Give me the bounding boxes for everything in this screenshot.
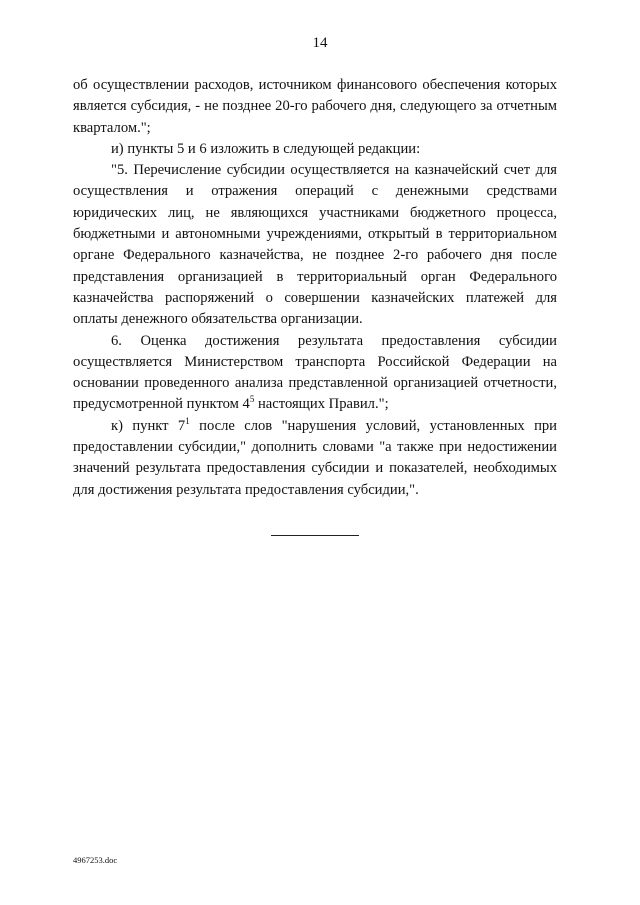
superscript: 5 — [249, 394, 255, 405]
paragraph-4-text-end: настоящих Правил."; — [254, 396, 389, 413]
paragraph-4 — [73, 331, 557, 416]
paragraph-1: об осуществлении расходов, источником финансового обеспечения которых является субсидия, - не позднее 20-го рабочего дня, следующего за отчетным кварталом."; — [73, 77, 557, 136]
paragraph-5 — [73, 416, 557, 501]
end-divider — [271, 535, 359, 536]
paragraph-5-text-end: после слов "нарушения условий, установленных при предоставлении субсидии," дополнить словами "а также при недостижении значений результата предоставления субсидии и показателей, необходимых для достижения результата предоставления субсидии,". — [73, 417, 557, 498]
superscript: 1 — [185, 415, 190, 426]
document-body — [73, 75, 557, 501]
paragraph-3: "5. Перечисление субсидии осуществляется на казначейский счет для осуществления и отражения операций с денежными средствами юридических лиц, не являющихся участниками бюджетного процесса, бюджетными и автономными учреждениями, открытый в территориальном органе Федерального казначейства, не позднее 2-го рабочего дня после представления организацией в территориальный орган Федерального казначейства распоряжений о совершении казначейских платежей для оплаты денежного обязательства организации. — [73, 162, 557, 328]
document-id: 4967253.doc — [73, 855, 118, 865]
paragraph-5-text: к) пункт 7 — [111, 417, 186, 434]
paragraph-2: и) пункты 5 и 6 изложить в следующей редакции: — [111, 140, 421, 157]
page-number: 14 — [312, 35, 328, 51]
paragraph-4-text: 6. Оценка достижения результата предоставления субсидии осуществляется Министерством транспорта Российской Федерации на основании проведенного анализа представленной организацией отчетности, предусмотренной пунктом 4 — [73, 332, 557, 413]
